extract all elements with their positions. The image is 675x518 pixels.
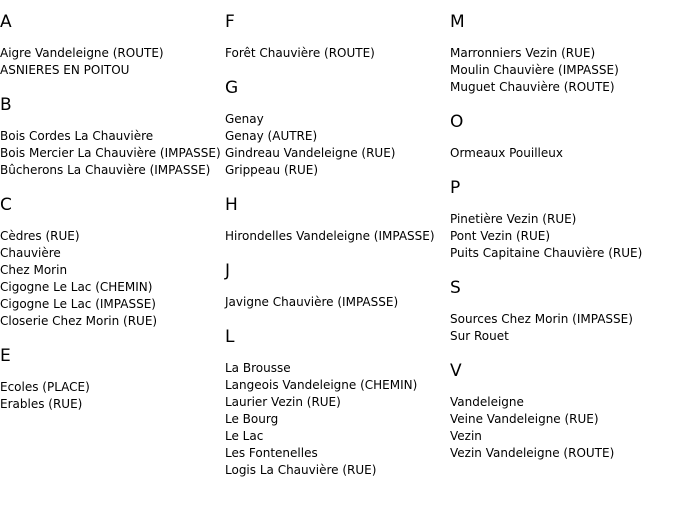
street-list (225, 294, 447, 311)
street-item[interactable]: Veine Vandeleigne (RUE) (450, 412, 599, 426)
street-item[interactable]: Puits Capitaine Chauvière (RUE) (450, 246, 643, 260)
letter-section (225, 12, 447, 62)
letter-section (225, 78, 447, 179)
street-item[interactable]: Logis La Chauvière (RUE) (225, 463, 377, 477)
street-item[interactable]: Vandeleigne (450, 395, 524, 409)
street-item[interactable]: ASNIERES EN POITOU (0, 63, 130, 77)
street-list (0, 379, 222, 413)
street-index-column-2 (225, 0, 447, 479)
street-item[interactable]: Vezin (450, 429, 482, 443)
street-item[interactable]: Vezin Vandeleigne (ROUTE) (450, 446, 615, 460)
street-list (0, 128, 222, 179)
street-list (225, 360, 447, 479)
street-item[interactable]: Muguet Chauvière (ROUTE) (450, 80, 615, 94)
section-letter-heading: L (225, 327, 235, 347)
street-item[interactable]: Chauvière (0, 246, 61, 260)
street-item[interactable]: Le Bourg (225, 412, 279, 426)
street-item[interactable]: Hirondelles Vandeleigne (IMPASSE) (225, 229, 435, 243)
letter-section (0, 346, 222, 413)
section-letter-heading: H (225, 195, 238, 215)
street-item[interactable]: Laurier Vezin (RUE) (225, 395, 341, 409)
letter-section (225, 327, 447, 479)
street-list (450, 394, 672, 462)
letter-section (0, 195, 222, 330)
letter-section (450, 178, 672, 262)
street-item[interactable]: Bois Cordes La Chauvière (0, 129, 154, 143)
letter-section (450, 278, 672, 345)
street-list (450, 145, 672, 162)
street-item[interactable]: Chez Morin (0, 263, 68, 277)
street-item[interactable]: Erables (RUE) (0, 397, 83, 411)
street-item[interactable]: Genay (225, 112, 264, 126)
letter-section (0, 12, 222, 79)
section-letter-heading: O (450, 112, 464, 132)
letter-section (450, 361, 672, 462)
section-letter-heading: S (450, 278, 461, 298)
street-item[interactable]: Cigogne Le Lac (IMPASSE) (0, 297, 156, 311)
street-list (450, 45, 672, 96)
street-item[interactable]: Pont Vezin (RUE) (450, 229, 551, 243)
street-index-column-3 (450, 0, 672, 462)
section-letter-heading: F (225, 12, 235, 32)
section-letter-heading: B (0, 95, 12, 115)
street-list (0, 228, 222, 330)
street-item[interactable]: Bûcherons La Chauvière (IMPASSE) (0, 163, 211, 177)
street-item[interactable]: Gindreau Vandeleigne (RUE) (225, 146, 396, 160)
section-letter-heading: E (0, 346, 11, 366)
street-item[interactable]: Les Fontenelles (225, 446, 318, 460)
street-list (225, 228, 447, 245)
street-index-column-1 (0, 0, 222, 413)
street-item[interactable]: Ormeaux Pouilleux (450, 146, 563, 160)
street-item[interactable]: Langeois Vandeleigne (CHEMIN) (225, 378, 418, 392)
section-letter-heading: M (450, 12, 465, 32)
street-item[interactable]: Cèdres (RUE) (0, 229, 80, 243)
street-item[interactable]: Pinetière Vezin (RUE) (450, 212, 577, 226)
letter-section (0, 95, 222, 179)
section-letter-heading: A (0, 12, 12, 32)
street-item[interactable]: Sources Chez Morin (IMPASSE) (450, 312, 633, 326)
street-item[interactable]: Javigne Chauvière (IMPASSE) (225, 295, 399, 309)
street-item[interactable]: Bois Mercier La Chauvière (IMPASSE) (0, 146, 221, 160)
section-letter-heading: J (225, 261, 231, 281)
section-letter-heading: P (450, 178, 461, 198)
street-item[interactable]: Ecoles (PLACE) (0, 380, 90, 394)
street-item[interactable]: Aigre Vandeleigne (ROUTE) (0, 46, 164, 60)
letter-section (225, 261, 447, 311)
street-item[interactable]: Marronniers Vezin (RUE) (450, 46, 596, 60)
street-item[interactable]: Moulin Chauvière (IMPASSE) (450, 63, 619, 77)
street-list (225, 111, 447, 179)
letter-section (450, 12, 672, 96)
street-item[interactable]: Le Lac (225, 429, 264, 443)
street-list (450, 211, 672, 262)
street-list (225, 45, 447, 62)
section-letter-heading: G (225, 78, 239, 98)
street-list (450, 311, 672, 345)
street-item[interactable]: Cigogne Le Lac (CHEMIN) (0, 280, 153, 294)
street-item[interactable]: Forêt Chauvière (ROUTE) (225, 46, 375, 60)
street-list (0, 45, 222, 79)
letter-section (225, 195, 447, 245)
street-item[interactable]: Closerie Chez Morin (RUE) (0, 314, 158, 328)
street-item[interactable]: Genay (AUTRE) (225, 129, 318, 143)
section-letter-heading: C (0, 195, 12, 215)
street-item[interactable]: Sur Rouet (450, 329, 509, 343)
street-item[interactable]: Grippeau (RUE) (225, 163, 319, 177)
section-letter-heading: V (450, 361, 462, 381)
street-item[interactable]: La Brousse (225, 361, 291, 375)
letter-section (450, 112, 672, 162)
